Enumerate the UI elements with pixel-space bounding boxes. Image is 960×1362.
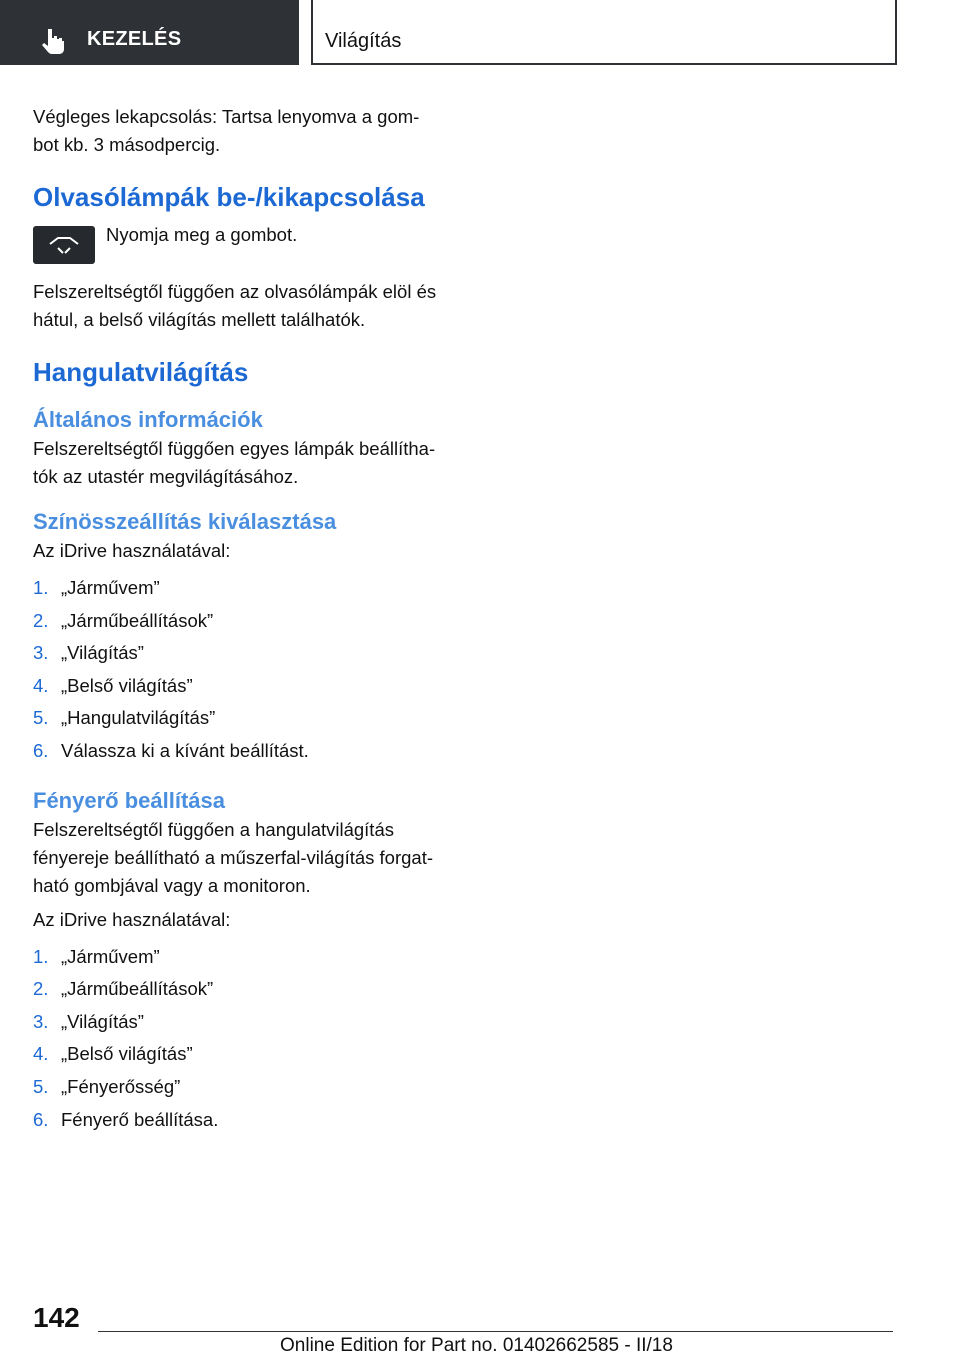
list-item: 3. „Világítás” [33, 1010, 144, 1032]
brightness-idrive-text: Az iDrive használatával: [33, 908, 231, 930]
list-item: 5. „Fényerősség” [33, 1075, 181, 1097]
intro-paragraph: Végleges lekapcsolás: Tartsa lenyomva a gombot kb. 3 másodpercig. [33, 106, 420, 155]
main-column [33, 103, 453, 1136]
color-selection-text: Az iDrive használatával: [33, 540, 231, 561]
list-item: 2. „Járműbeállítások” [33, 978, 214, 1000]
list-item: 5. „Hangulatvilágítás” [33, 707, 216, 729]
brightness-text: Felszereltségtől függően a hangulatvilágítás fényereje beállítható a műszerfal-világítás forgatható gombjával vagy a monitoron. [33, 818, 434, 896]
general-info-text: Felszereltségtől függően egyes lámpák beállíthatók az utastér megvilágításához. [33, 438, 436, 487]
list-item: 2. „Járműbeállítások” [33, 609, 214, 631]
list-item: 3. „Világítás” [33, 642, 144, 664]
general-info-heading: Általános információk [33, 407, 263, 432]
list-item: 6. Válassza ki a kívánt beállítást. [33, 739, 309, 761]
press-button-text: Nyomja meg a gombot. [106, 224, 298, 245]
reading-lights-text: Felszereltségtől függően az olvasólámpák elöl és hátul, a belső világítás mellett találhatók. [33, 281, 437, 330]
list-item: 1. „Járművem” [33, 577, 160, 598]
color-selection-heading: Színösszeállítás kiválasztása [33, 509, 337, 534]
list-item: 4. „Belső világítás” [33, 674, 193, 696]
list-item: 6. Fényerő beállítása. [33, 1108, 219, 1130]
edition-footer: Online Edition for Part no. 01402662585 - II/18 [280, 1335, 673, 1356]
header-section-tab [0, 0, 299, 65]
footer-divider [98, 1331, 893, 1332]
brightness-steps-list [33, 941, 453, 1137]
page-number: 142 [33, 1302, 80, 1333]
reading-lights-heading: Olvasólámpák be-/kikapcsolása [33, 182, 425, 212]
list-item: 4. „Belső világítás” [33, 1043, 193, 1065]
brightness-heading: Fényerő beállítása [33, 787, 225, 813]
color-steps-list [33, 572, 453, 768]
section-title: KEZELÉS [87, 28, 182, 50]
reading-light-instruction [33, 226, 453, 264]
list-item: 1. „Járművem” [33, 945, 160, 967]
chapter-title: Világítás [325, 30, 402, 52]
reading-light-button-icon [33, 226, 95, 264]
hand-pointer-icon [38, 26, 68, 56]
ambient-heading: Hangulatvilágítás [33, 357, 249, 387]
